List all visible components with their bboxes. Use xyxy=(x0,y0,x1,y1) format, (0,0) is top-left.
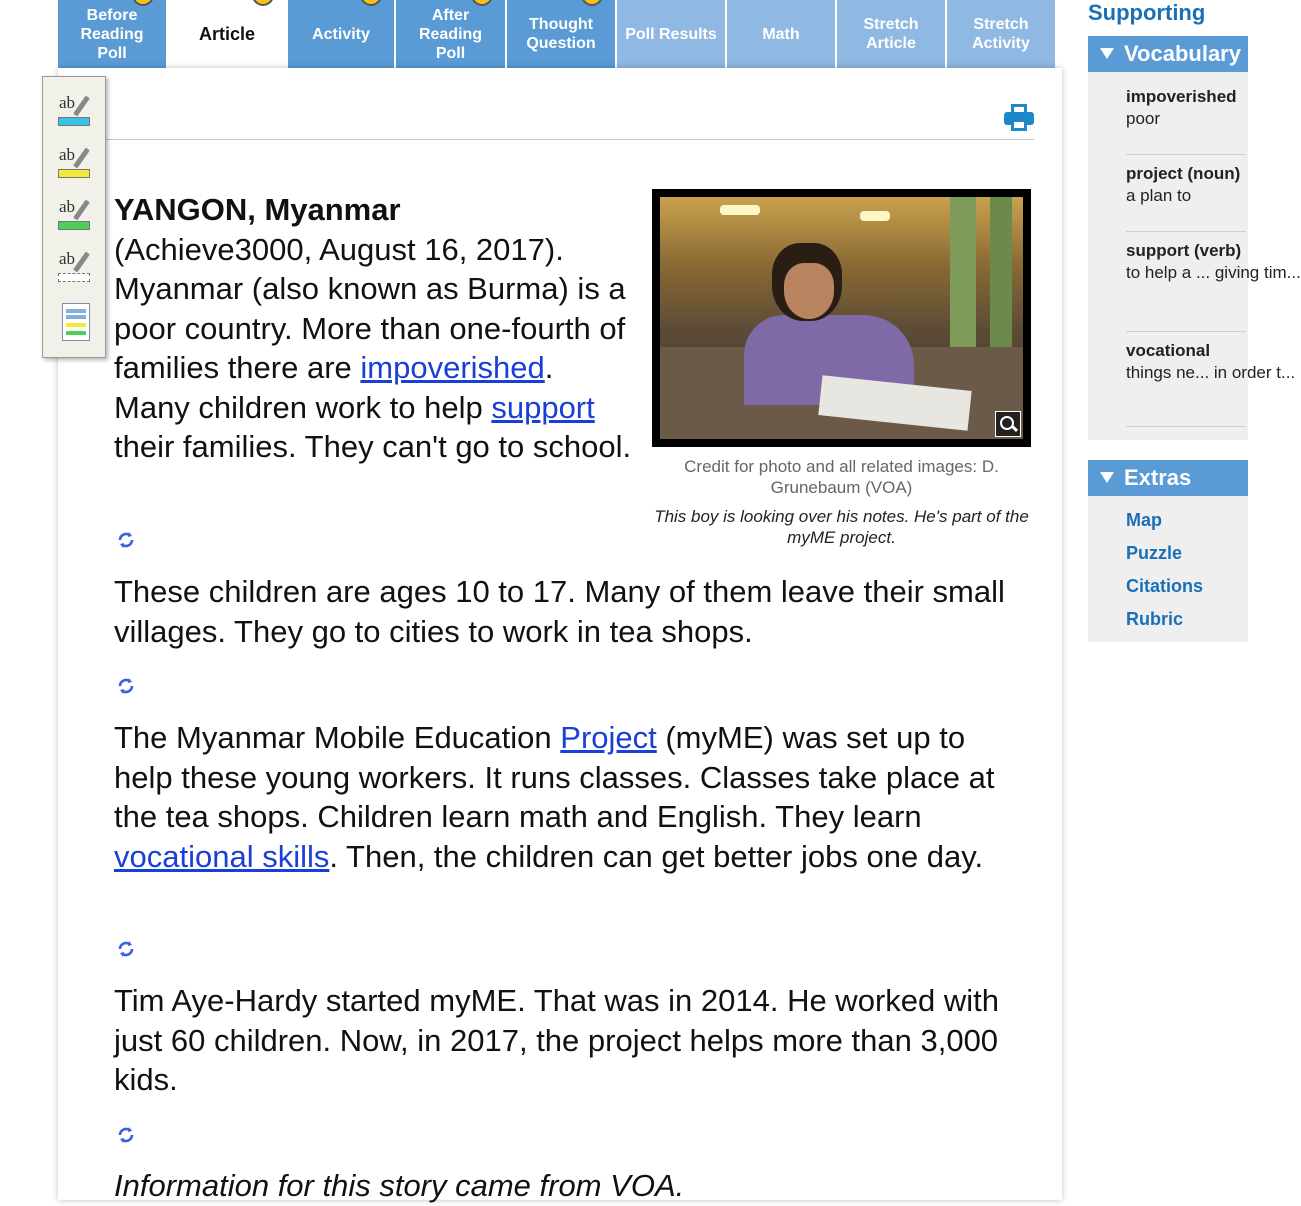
notes-icon[interactable] xyxy=(62,303,90,341)
tab-label: Poll Results xyxy=(625,25,717,43)
translate-refresh-icon[interactable] xyxy=(117,1126,135,1144)
tab-math[interactable] xyxy=(727,0,837,68)
vocab-link-impoverished[interactable]: impoverished xyxy=(360,350,545,385)
collapse-triangle-icon xyxy=(1100,48,1114,59)
article-paragraph-3: The Myanmar Mobile Education Project (myME) was set up to help these young workers. It runs classes. Classes take place at the tea shops. Children learn math and English. They learn vocational skills. Then, the children can get better jobs one day. xyxy=(114,720,995,874)
article-paragraph-4: Tim Aye-Hardy started myME. That was in 2014. He worked with just 60 children. Now, in 2017, the project helps more than 3,000 kids. xyxy=(114,983,999,1097)
tab-label: Activity xyxy=(312,25,370,43)
highlight-clear-icon[interactable]: ab xyxy=(57,249,91,287)
tab-label: Before Reading Poll xyxy=(80,6,144,62)
collapse-triangle-icon xyxy=(1100,472,1114,483)
highlight-green-icon[interactable]: ab xyxy=(57,197,91,235)
article-photo[interactable] xyxy=(652,189,1031,447)
vocab-link-support[interactable]: support xyxy=(491,389,595,425)
extras-header[interactable]: Extras xyxy=(1088,460,1248,496)
extras-link-puzzle[interactable]: Puzzle xyxy=(1126,543,1183,563)
photo-caption: This boy is looking over his notes. He's part of the myME project. xyxy=(654,507,1029,547)
vocabulary-box xyxy=(1088,36,1301,440)
article-paragraph-1: YANGON, Myanmar (Achieve3000, August 16, 2017). Myanmar (also known as Burma) is a poor country. More than one-fourth of families there are impoverished. Many children work to help support their families. They can't go to school. xyxy=(114,192,632,464)
supporting-sidebar xyxy=(1088,0,1301,1200)
article-source-note: Information for this story came from VOA. xyxy=(114,1168,685,1203)
tab-stretch-article[interactable] xyxy=(837,0,947,68)
article-paragraph-2: These children are ages 10 to 17. Many of them leave their small villages. They go to cities to work in tea shops. xyxy=(114,574,1005,649)
photo-credit: Credit for photo and all related images: D. Grunebaum (VOA) xyxy=(684,457,999,497)
translate-refresh-icon[interactable] xyxy=(117,531,135,549)
tab-label: Math xyxy=(762,25,800,43)
tab-thought-question[interactable] xyxy=(507,0,617,68)
divider xyxy=(1126,154,1246,155)
vocab-item[interactable]: support (verb) to help a ... giving tim... xyxy=(1126,241,1301,282)
extras-box xyxy=(1088,460,1248,642)
divider xyxy=(1126,426,1246,427)
vocab-link-vocational-skills[interactable]: vocational skills xyxy=(114,838,330,874)
badge-icon xyxy=(252,0,274,6)
vocabulary-header[interactable]: Vocabulary xyxy=(1088,36,1248,72)
vocab-item[interactable]: impoverished poor xyxy=(1126,87,1237,128)
vocab-item[interactable]: vocational things ne... in order t... xyxy=(1126,341,1296,382)
zoom-icon[interactable] xyxy=(995,411,1021,437)
translate-refresh-icon[interactable] xyxy=(117,677,135,695)
tab-label: After Reading Poll xyxy=(418,6,483,62)
extras-link-citations[interactable]: Citations xyxy=(1126,576,1204,596)
tab-poll-results[interactable] xyxy=(617,0,727,68)
tab-label: Article xyxy=(198,23,256,44)
tab-article[interactable] xyxy=(168,0,288,68)
extras-link-map[interactable]: Map xyxy=(1126,510,1162,530)
vocab-item[interactable]: project (noun) a plan to xyxy=(1126,164,1241,205)
tab-after-reading-poll[interactable] xyxy=(396,0,507,68)
tab-activity[interactable] xyxy=(288,0,396,68)
badge-icon xyxy=(360,0,382,6)
tab-stretch-activity[interactable] xyxy=(947,0,1057,68)
extras-link-rubric[interactable]: Rubric xyxy=(1126,609,1184,629)
tab-before-reading-poll[interactable] xyxy=(58,0,168,68)
tab-label: Stretch Activity xyxy=(972,16,1030,52)
print-icon[interactable] xyxy=(1004,104,1034,132)
tab-label: Stretch Article xyxy=(863,16,919,52)
highlight-yellow-icon[interactable]: ab xyxy=(57,145,91,183)
highlight-blue-icon[interactable]: ab xyxy=(57,93,91,131)
divider xyxy=(1126,331,1246,332)
vocab-link-project[interactable]: Project xyxy=(560,720,657,755)
dateline: YANGON, Myanmar xyxy=(114,192,401,227)
annotation-toolbox xyxy=(42,76,106,358)
tab-label: Thought Question xyxy=(526,16,596,52)
translate-refresh-icon[interactable] xyxy=(117,940,135,958)
photo-image xyxy=(660,197,1023,439)
divider xyxy=(1126,231,1246,232)
badge-icon xyxy=(581,0,603,6)
tab-bar xyxy=(58,0,1057,68)
divider xyxy=(104,139,1034,140)
sidebar-title: Supporting xyxy=(1088,0,1206,25)
